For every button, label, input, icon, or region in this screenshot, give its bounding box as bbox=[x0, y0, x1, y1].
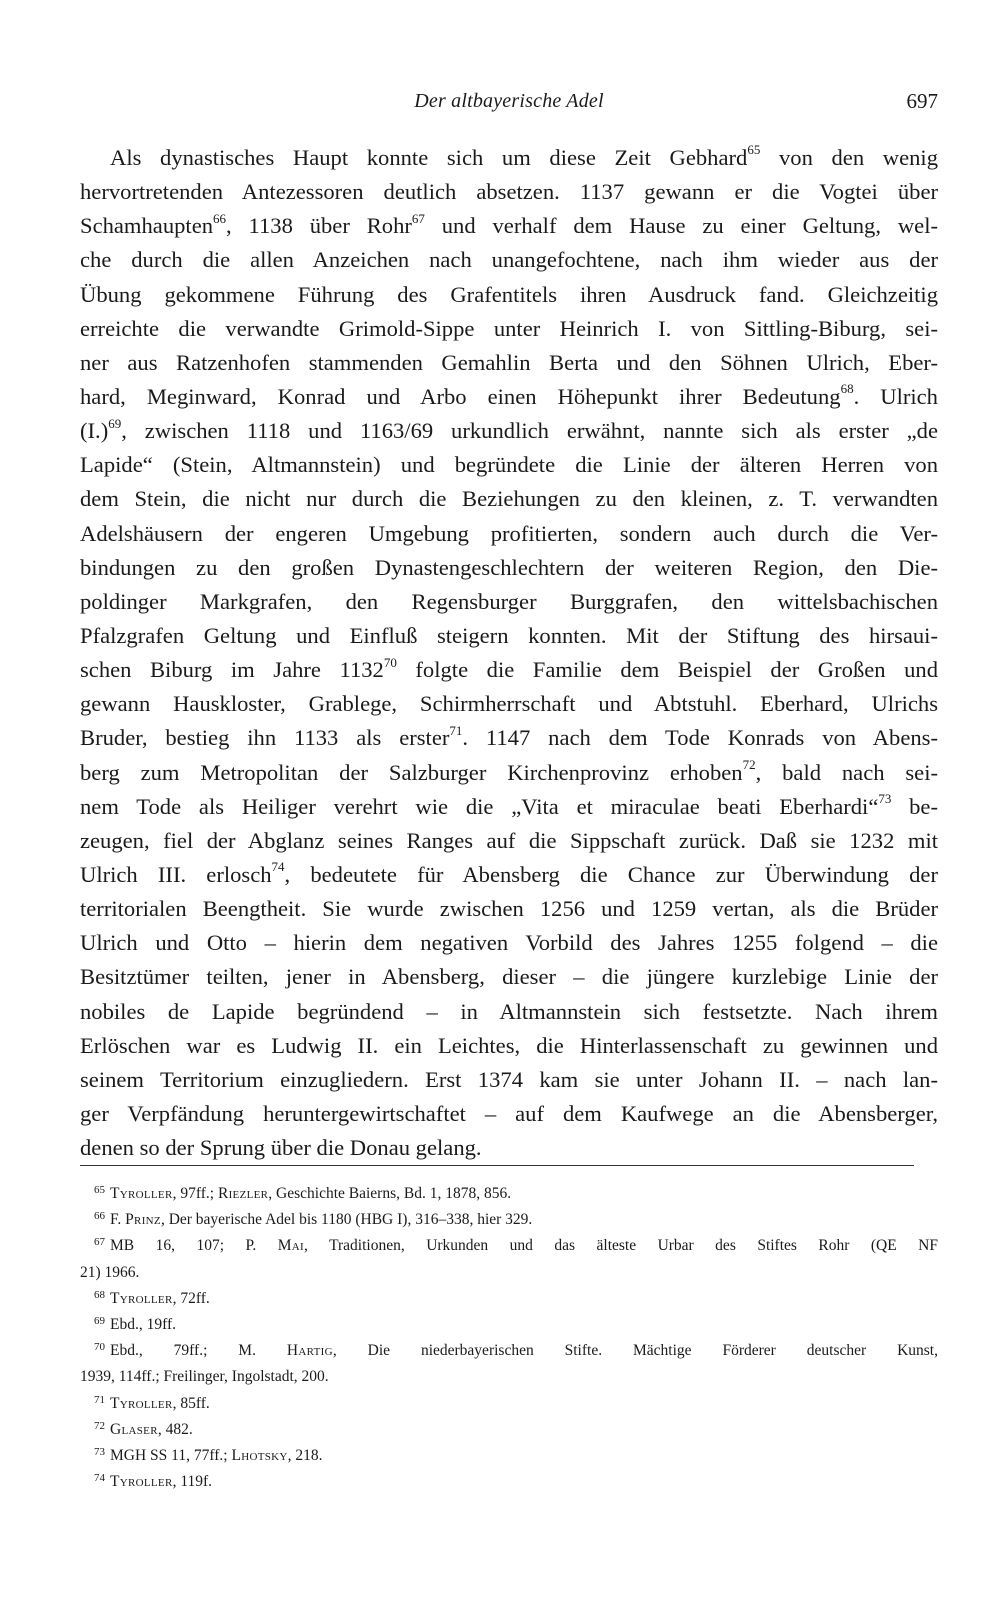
body-line: Als dynastisches Haupt konnte sich um diese Zeit Gebhard$^{65}$ von den wenig bbox=[110, 142, 938, 170]
footnote-ref[interactable]: 74 bbox=[271, 859, 285, 875]
footnote-author: Prinz bbox=[125, 1211, 161, 1229]
footnote-item: $^{67}$ MB 16, 107; P. Mai, Traditionen, Urkunden und das älteste Urbar des Stiftes Rohr (QE NF bbox=[94, 1236, 938, 1255]
body-line: seinem Territorium einzugliedern. Erst 1374 kam sie unter Johann II. – nach lan- bbox=[80, 1066, 938, 1092]
footnote-item: 1939, 114ff.; Freilinger, Ingolstadt, 200. bbox=[80, 1368, 329, 1386]
footnote-author: Tyroller bbox=[110, 1289, 173, 1307]
body-line: Bruder, bestieg ihn 1133 als erster$^{71}$. 1147 nach dem Tode Konrads von Abens- bbox=[80, 722, 938, 751]
body-line: Erlöschen war es Ludwig II. ein Leichtes, die Hinterlassenschaft zu gewinnen und bbox=[80, 1032, 938, 1058]
footnote-author: Tyroller bbox=[110, 1185, 173, 1202]
body-line: nobiles de Lapide begründend – in Altmannstein sich festsetzte. Nach ihrem bbox=[80, 998, 938, 1024]
footnote-item: $^{69}$ Ebd., 19ff. bbox=[94, 1314, 177, 1333]
body-line: ger Verpfändung heruntergewirtschaftet – auf dem Kaufwege an die Abensberger, bbox=[80, 1100, 938, 1126]
body-line: zeugen, fiel der Abglanz seines Ranges auf die Sippschaft zurück. Daß sie 1232 mit bbox=[80, 827, 938, 853]
body-line: erreichte die verwandte Grimold-Sippe unter Heinrich I. von Sittling-Biburg, sei- bbox=[80, 315, 938, 341]
footnote-item: $^{74}$ Tyroller, 119f. bbox=[94, 1472, 213, 1491]
footnote-item: $^{72}$ Glaser, 482. bbox=[94, 1419, 193, 1438]
body-line: che durch die allen Anzeichen nach unangefochtene, nach ihm wieder aus der bbox=[80, 247, 938, 273]
body-line: Schamhaupten$^{66}$, 1138 über Rohr$^{67}$ und verhalf dem Hause zu einer Geltung, wel- bbox=[80, 210, 938, 239]
footnote-number: 71 bbox=[94, 1393, 105, 1406]
footnote-ref[interactable]: 66 bbox=[213, 210, 227, 226]
running-title: Der altbayerische Adel bbox=[414, 90, 604, 112]
footnote-ref[interactable]: 73 bbox=[878, 791, 892, 807]
body-line: berg zum Metropolitan der Salzburger Kirchenprovinz erhoben$^{72}$, bald nach sei- bbox=[80, 757, 938, 785]
footnote-item: $^{70}$ Ebd., 79ff.; M. Hartig, Die niederbayerischen Stifte. Mächtige Förderer deutscher Kunst, bbox=[94, 1341, 938, 1360]
body-line: denen so der Sprung über die Donau gelang. bbox=[80, 1135, 482, 1161]
footnote-number: 73 bbox=[94, 1445, 105, 1458]
footnote-item: $^{68}$ Tyroller, 72ff. bbox=[94, 1288, 210, 1307]
footnote-author: Lhotsky bbox=[231, 1446, 288, 1464]
body-line: hervortretenden Antezessoren deutlich absetzen. 1137 gewann er die Vogtei über bbox=[80, 179, 938, 205]
body-line: Besitztümer teilten, jener in Abensberg, dieser – die jüngere kurzlebige Linie der bbox=[80, 964, 938, 990]
footnote-item: $^{73}$ MGH SS 11, 77ff.; Lhotsky, 218. bbox=[94, 1445, 323, 1464]
footnotes bbox=[80, 1181, 938, 1495]
body-line: poldinger Markgrafen, den Regensburger Burggrafen, den wittelsbachischen bbox=[80, 588, 938, 614]
footnote-author: Mai bbox=[277, 1237, 305, 1255]
footnote-number: 72 bbox=[94, 1419, 105, 1432]
body-line: $(I.)^{69}$, zwischen 1118 und 1163/69 urkundlich erwähnt, nannte sich als erster „de bbox=[80, 415, 938, 444]
footnote-author: Hartig bbox=[286, 1342, 333, 1360]
footnote-number: 68 bbox=[94, 1288, 105, 1301]
footnote-ref[interactable]: 70 bbox=[383, 654, 397, 670]
footnote-number: 70 bbox=[94, 1341, 105, 1354]
footnote-ref[interactable]: 69 bbox=[108, 415, 122, 431]
footnote-ref[interactable]: 72 bbox=[742, 757, 756, 772]
body-line: Ulrich III. erlosch$^{74}$, bedeutete für Abensberg die Chance zur Überwindung der bbox=[80, 859, 938, 887]
footnote-author: Glaser bbox=[110, 1420, 158, 1438]
footnote-number: 67 bbox=[94, 1236, 105, 1249]
footnote-item: 21) 1966. bbox=[80, 1263, 140, 1281]
footnote-item: $^{71}$ Tyroller, 85ff. bbox=[94, 1393, 210, 1412]
page-number: 697 bbox=[906, 89, 938, 113]
footnote-number: 65 bbox=[94, 1184, 105, 1196]
footnote-ref[interactable]: 71 bbox=[449, 722, 463, 738]
body-line: Ulrich und Otto – hierin dem negativen Vorbild des Jahres 1255 folgend – die bbox=[80, 930, 938, 956]
body-line: gewann Hauskloster, Grablege, Schirmherrschaft und Abtstuhl. Eberhard, Ulrichs bbox=[80, 691, 938, 717]
body-line: Adelshäusern der engeren Umgebung profitierten, sondern auch durch die Ver- bbox=[80, 520, 938, 546]
footnote-number: 74 bbox=[94, 1472, 105, 1485]
footnote-ref[interactable]: 67 bbox=[411, 210, 425, 226]
footnote-author: Tyroller bbox=[110, 1394, 173, 1412]
body-line: bindungen zu den großen Dynastengeschlechtern der weiteren Region, den Die- bbox=[80, 554, 938, 580]
body-line: Pfalzgrafen Geltung und Einfluß steigern konnten. Mit der Stiftung des hirsaui- bbox=[80, 622, 938, 648]
footnote-item: $^{65}$ Tyroller, 97ff.; Riezler, Geschichte Baierns, Bd. 1, 1878, 856. bbox=[94, 1184, 512, 1202]
footnote-separator bbox=[80, 1165, 914, 1166]
body-line: ner aus Ratzenhofen stammenden Gemahlin Berta und den Söhnen Ulrich, Eber- bbox=[80, 349, 938, 375]
footnote-author: Riezler bbox=[217, 1185, 269, 1202]
body-line: nem Tode als Heiliger verehrt wie die „Vita et miraculae beati Eberhardi“$^{73}$ be- bbox=[80, 791, 938, 819]
body-line: dem Stein, die nicht nur durch die Beziehungen zu den kleinen, z. T. verwandten bbox=[80, 486, 938, 512]
footnote-number: 66 bbox=[94, 1210, 105, 1223]
page-header bbox=[80, 86, 938, 116]
body-line: Übung gekommene Führung des Grafentitels ihren Ausdruck fand. Gleichzeitig bbox=[80, 281, 938, 307]
body-line: hard, Meginward, Konrad und Arbo einen Höhepunkt ihrer Bedeutung$^{68}$. Ulrich bbox=[80, 381, 938, 409]
footnote-ref[interactable]: 65 bbox=[747, 142, 761, 158]
body-line: schen Biburg im Jahre 1132$^{70}$ folgte die Familie dem Beispiel der Großen und bbox=[80, 654, 938, 683]
footnote-ref[interactable]: 68 bbox=[840, 381, 854, 397]
footnote-number: 69 bbox=[94, 1314, 105, 1327]
body-line: territorialen Beengtheit. Sie wurde zwischen 1256 und 1259 vertan, als die Brüder bbox=[80, 896, 938, 922]
footnote-author: Tyroller bbox=[110, 1473, 173, 1491]
footnote-item: $^{66}$ F. Prinz, Der bayerische Adel bis 1180 (HBG I), 316–338, hier 329. bbox=[94, 1210, 533, 1229]
body-line: Lapide“ (Stein, Altmannstein) und begründete die Linie der älteren Herren von bbox=[80, 452, 938, 478]
body-text bbox=[80, 141, 938, 1165]
